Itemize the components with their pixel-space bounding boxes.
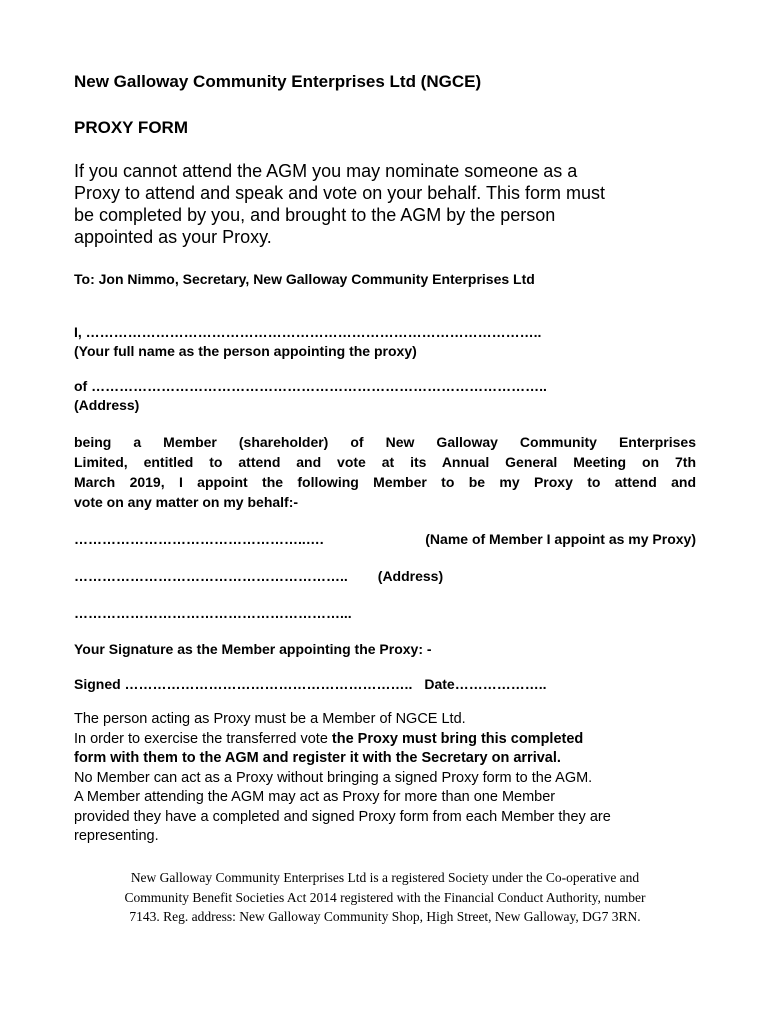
member-address-field[interactable]: of …………………………………………………………………………………….. xyxy=(74,378,547,394)
note-text: In order to exercise the transferred vote xyxy=(74,730,332,747)
note-emphasis: the Proxy must bring this completed xyxy=(331,730,584,747)
proxy-name-field[interactable]: …………………………………………..…. xyxy=(74,531,324,547)
proxy-name-row xyxy=(74,531,696,547)
note-line xyxy=(74,749,700,769)
intro-paragraph xyxy=(74,160,694,248)
signature-heading: Your Signature as the Member appointing the Proxy: - xyxy=(74,641,432,657)
member-address-label: (Address) xyxy=(74,397,140,413)
proxy-address-field[interactable]: ………………………………………………….. xyxy=(74,568,348,584)
addressee-line: To: Jon Nimmo, Secretary, New Galloway Community Enterprises Ltd xyxy=(74,271,535,287)
organization-title: New Galloway Community Enterprises Ltd (NGCE) xyxy=(74,72,482,91)
statement-line: Limited, entitled to attend and vote at its Annual General Meeting on 7th xyxy=(74,454,696,470)
member-name-label: (Your full name as the person appointing the proxy) xyxy=(74,343,417,359)
statement-line: being a Member (shareholder) of New Galloway Community Enterprises xyxy=(74,434,696,450)
note-line xyxy=(74,730,700,750)
proxy-address-label: (Address) xyxy=(377,568,444,584)
statement-line: vote on any matter on my behalf:- xyxy=(74,494,299,510)
note-line: No Member can act as a Proxy without bringing a signed Proxy form to the AGM. xyxy=(74,769,593,786)
proxy-address-row xyxy=(74,568,443,584)
note-line: A Member attending the AGM may act as Proxy for more than one Member xyxy=(74,789,556,805)
intro-line: be completed by you, and brought to the AGM by the person xyxy=(74,205,556,225)
note-emphasis: form with them to the AGM and register it with the Secretary on arrival. xyxy=(74,750,561,766)
footer-line: Community Benefit Societies Act 2014 registered with the Financial Conduct Authority, number xyxy=(124,889,646,905)
note-line: representing. xyxy=(74,828,159,844)
signature-field[interactable]: Signed …………………………………………………….. xyxy=(74,676,413,692)
member-statement xyxy=(74,432,696,512)
proxy-address-extra-field[interactable]: …………………………………………………... xyxy=(74,605,352,621)
signature-row xyxy=(74,676,546,692)
intro-line: If you cannot attend the AGM you may nominate someone as a xyxy=(74,161,578,181)
date-field[interactable]: Date……………….. xyxy=(424,676,547,692)
note-line: provided they have a completed and signed Proxy form from each Member they are xyxy=(74,808,611,825)
member-name-field[interactable]: I, …………………………………………………………………………………….. xyxy=(74,324,542,340)
intro-line: Proxy to attend and speak and vote on your behalf. This form must xyxy=(74,183,605,203)
note-line: The person acting as Proxy must be a Member of NGCE Ltd. xyxy=(74,711,466,727)
registration-footer xyxy=(60,868,710,927)
form-title: PROXY FORM xyxy=(74,118,188,137)
proxy-notes xyxy=(74,710,700,847)
intro-line: appointed as your Proxy. xyxy=(74,227,272,247)
footer-line: 7143. Reg. address: New Galloway Community Shop, High Street, New Galloway, DG7 3RN. xyxy=(129,909,641,924)
footer-line: New Galloway Community Enterprises Ltd is a registered Society under the Co-operative and xyxy=(130,870,640,885)
proxy-name-label: (Name of Member I appoint as my Proxy) xyxy=(425,531,696,547)
statement-line: March 2019, I appoint the following Member to be my Proxy to attend and xyxy=(74,474,696,490)
